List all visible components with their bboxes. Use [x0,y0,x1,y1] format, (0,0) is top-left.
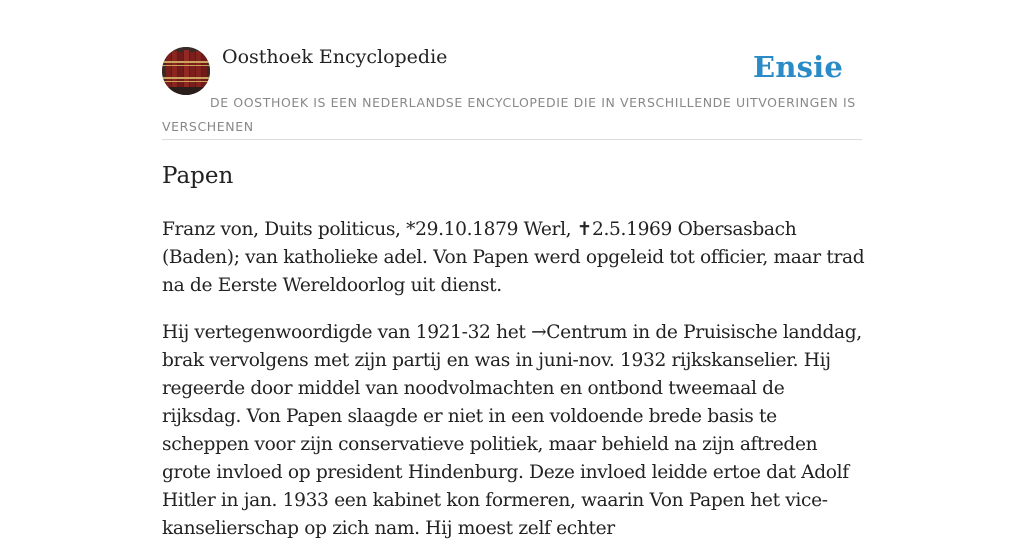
paragraph-text: in de Pruisische landdag, brak vervolgens met zijn partij en was in juni-nov. 1932 rijkskanselier. Hij regeerde door middel van noodvolmachten en ontbond tweemaal de rijksdag. Von Papen slaagde er niet in een voldoende brede basis te scheppen voor zijn conservatieve politiek, maar behield na zijn aftreden grote invloed op president Hindenburg. Deze invloed leidde ertoe dat Adolf Hitler in jan. 1933 een kabinet kon formeren, waarin Von Papen het vice-kanselierschap op zich nam. Hij moest zelf echter [162,322,862,539]
page-container [162,0,865,539]
avatar[interactable] [162,47,210,95]
paragraph-text: Hij vertegenwoordigde van 1921-32 het [162,322,532,343]
ensie-logo-link[interactable]: Ensie [753,50,843,84]
site-tagline: DE OOSTHOEK IS EEN NEDERLANDSE ENCYCLOPEDIE DIE IN VERSCHILLENDE UITVOERINGEN IS VERSCHENEN [162,95,856,134]
site-name-link[interactable]: Oosthoek Encyclopedie [222,46,448,68]
article-paragraph: Franz von, Duits politicus, *29.10.1879 Werl, ✝2.5.1969 Obersasbach (Baden); van katholieke adel. Von Papen werd opgeleid tot officier, maar trad na de Eerste Wereldoorlog uit dienst. [162,219,865,296]
cross-reference-link-centrum[interactable]: →Centrum [531,322,628,343]
encyclopedia-books-icon [162,47,210,95]
article-title: Papen [162,163,234,189]
article-paragraph [162,319,867,543]
site-header [162,0,862,140]
